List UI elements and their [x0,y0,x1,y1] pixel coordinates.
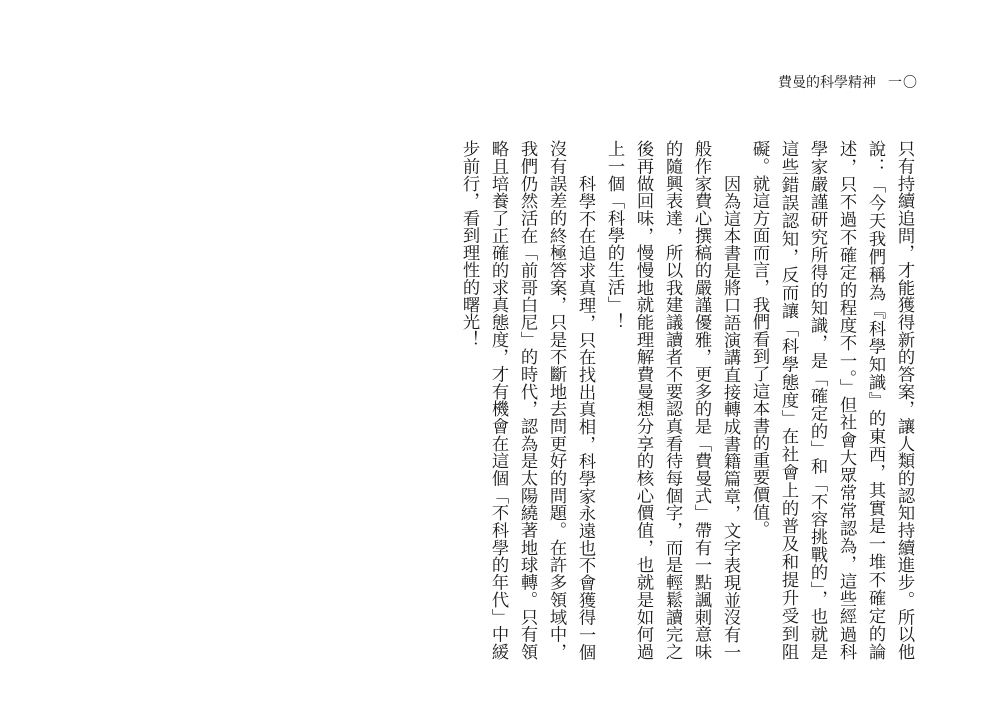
body-text [454,140,918,660]
running-header [778,74,918,92]
paragraph-1: 只有持續追問，才能獲得新的答案，讓人類的認知持續進步。所以他說：「今天我們稱為『科學知識』的東西，其實是一堆不確定的論述，只不過不確定的程度不一。」但社會大眾常常認為，這些經過科學家嚴謹研究所得的知識，是「確定的」和「不容挑戰的」，也就是這些錯誤認知，反而讓「科學態度」在社會上的普及和提升受到阻礙。就這方面而言，我們看到了這本書的重要價值。 [749,140,914,660]
paragraph-2: 因為這本書是將口語演講直接轉成書籍篇章，文字表現並沒有一般作家費心撰稿的嚴謹優雅，更多的是「費曼式」帶有一點諷刺意味的隨興表達，所以我建議讀者不要認真看待每個字，而是輕鬆讀完之後再做回味，慢慢地就能理解費曼想分享的核心價值，也就是如何過上一個「科學的生活」！ [604,140,740,660]
paragraph-3: 科學不在追求真理，只在找出真相，科學家永遠也不會獲得一個沒有誤差的終極答案，只是不斷地去問更好的問題。在許多領域中，我們仍然活在「前哥白尼」的時代，認為是太陽繞著地球轉。只有領略且培養了正確的求真態度，才有機會在這個「不科學的年代」中緩步前行，看到理性的曙光！ [459,140,595,660]
running-title: 費曼的科學精神 [778,75,876,91]
page-number: 一〇 [888,75,918,91]
